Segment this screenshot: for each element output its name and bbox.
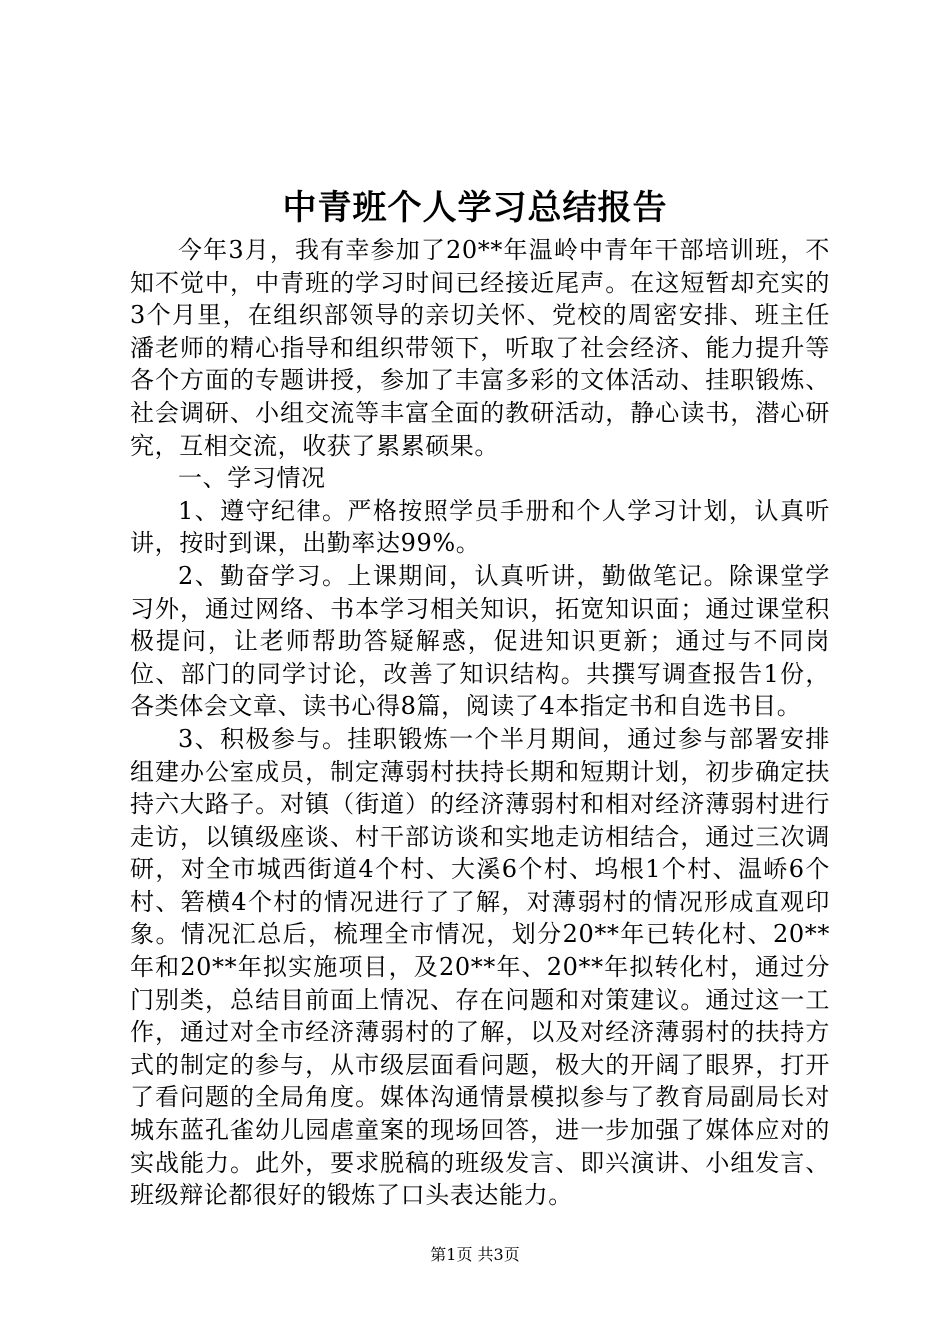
discipline-paragraph: 1、遵守纪律。严格按照学员手册和个人学习计划，认真听讲，按时到课，出勤率达99%。	[130, 496, 830, 558]
section-heading: 一、学习情况	[178, 464, 326, 493]
intro-paragraph: 今年3月，我有幸参加了20**年温岭中青年干部培训班，不知不觉中，中青班的学习时间已经接近尾声。在这短暂却充实的3个月里，在组织部领导的亲切关怀、党校的周密安排、班主任潘老师的精心指导和组织带领下，听取了社会经济、能力提升等各个方面的专题讲授，参加了丰富多彩的文体活动、挂职锻炼、社会调研、小组交流等丰富全面的教研活动，静心读书，潜心研究，互相交流，收获了累累硕果。	[130, 236, 830, 460]
participation-paragraph: 3、积极参与。挂职锻炼一个半月期间，通过参与部署安排组建办公室成员，制定薄弱村扶持长期和短期计划，初步确定扶持六大路子。对镇（街道）的经济薄弱村和相对经济薄弱村进行走访，以镇级座谈、村干部访谈和实地走访相结合，通过三次调研，对全市城西街道4个村、大溪6个村、坞根1个村、温峤6个村、箬横4个村的情况进行了了解，对薄弱村的情况形成直观印象。情况汇总后，梳理全市情况，划分20**年已转化村、20**年和20**年拟实施项目，及20**年、20**年拟转化村，通过分门别类，总结目前面上情况、存在问题和对策建议。通过这一工作，通过对全市经济薄弱村的了解，以及对经济薄弱村的扶持方式的制定的参与，从市级层面看问题，极大的开阔了眼界，打开了看问题的全局角度。媒体沟通情景模拟参与了教育局副局长对城东蓝孔雀幼儿园虐童案的现场回答，进一步加强了媒体应对的实战能力。此外，要求脱稿的班级发言、即兴演讲、小组发言、班级辩论都很好的锻炼了口头表达能力。	[130, 724, 830, 1210]
document-body	[130, 234, 830, 1212]
page-footer: 第1页 共3页	[430, 1245, 520, 1264]
study-paragraph: 2、勤奋学习。上课期间，认真听讲，勤做笔记。除课堂学习外，通过网络、书本学习相关知识，拓宽知识面；通过课堂积极提问，让老师帮助答疑解惑，促进知识更新；通过与不同岗位、部门的同学讨论，改善了知识结构。共撰写调查报告1份，各类体会文章、读书心得8篇，阅读了4本指定书和自选书目。	[130, 561, 830, 721]
document-title: 中青班个人学习总结报告	[282, 188, 668, 228]
